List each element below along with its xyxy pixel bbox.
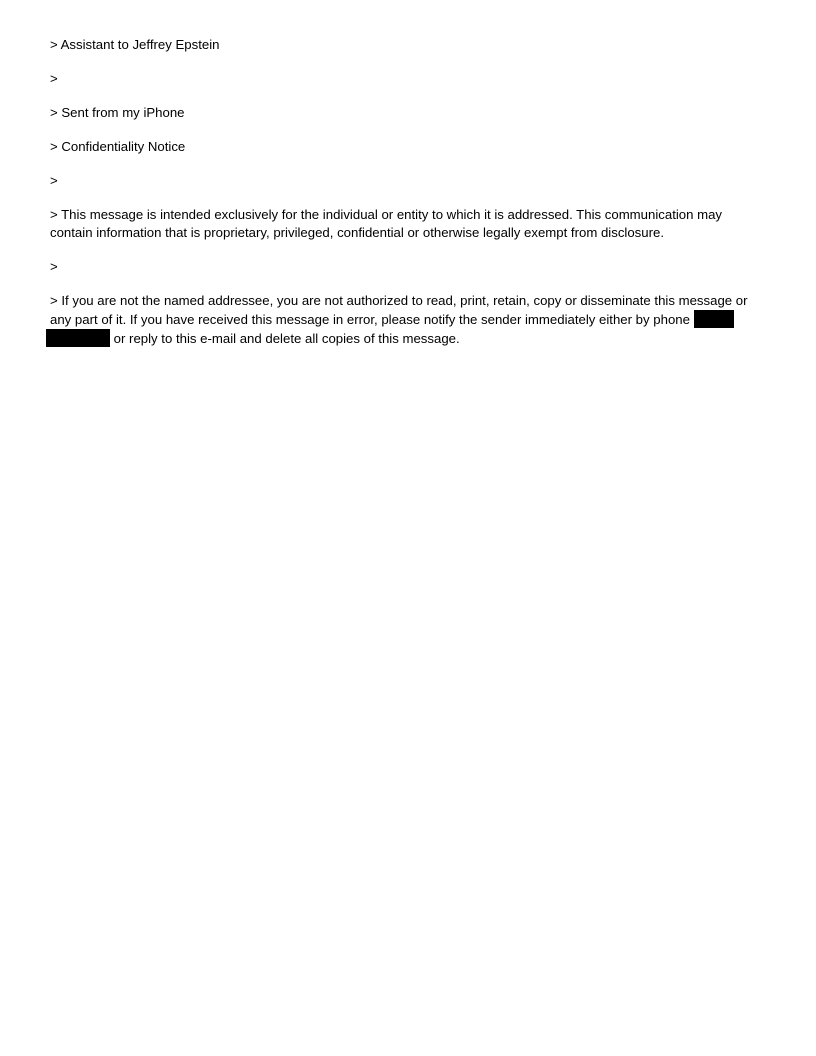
assistant-line: > Assistant to Jeffrey Epstein — [50, 37, 220, 52]
sent-from-line: > Sent from my iPhone — [50, 105, 185, 120]
confidentiality-heading: > Confidentiality Notice — [50, 139, 186, 154]
email-document — [50, 36, 766, 364]
confidentiality-notice-paragraph-1: > This message is intended exclusively for the individual or entity to which it is addressed. This communication may contain information that is proprietary, privileged, confidential or otherwise legally exempt from disclosure. — [50, 207, 723, 240]
redaction-block — [46, 329, 110, 347]
notice-2-text-part-1: > If you are not the named addressee, you are not authorized to read, print, retain, copy or disseminate this message or any part of it. If you have received this message in error, please notify the sender immediately either by phone — [50, 293, 748, 327]
notice-2-text-part-2: or reply to this e-mail and delete all copies of this message. — [113, 331, 460, 346]
confidentiality-notice-paragraph-2 — [50, 292, 766, 348]
quote-marker-line: > — [50, 259, 58, 274]
quote-marker-line: > — [50, 71, 58, 86]
quote-marker-line: > — [50, 173, 58, 188]
redaction-block — [694, 310, 734, 328]
